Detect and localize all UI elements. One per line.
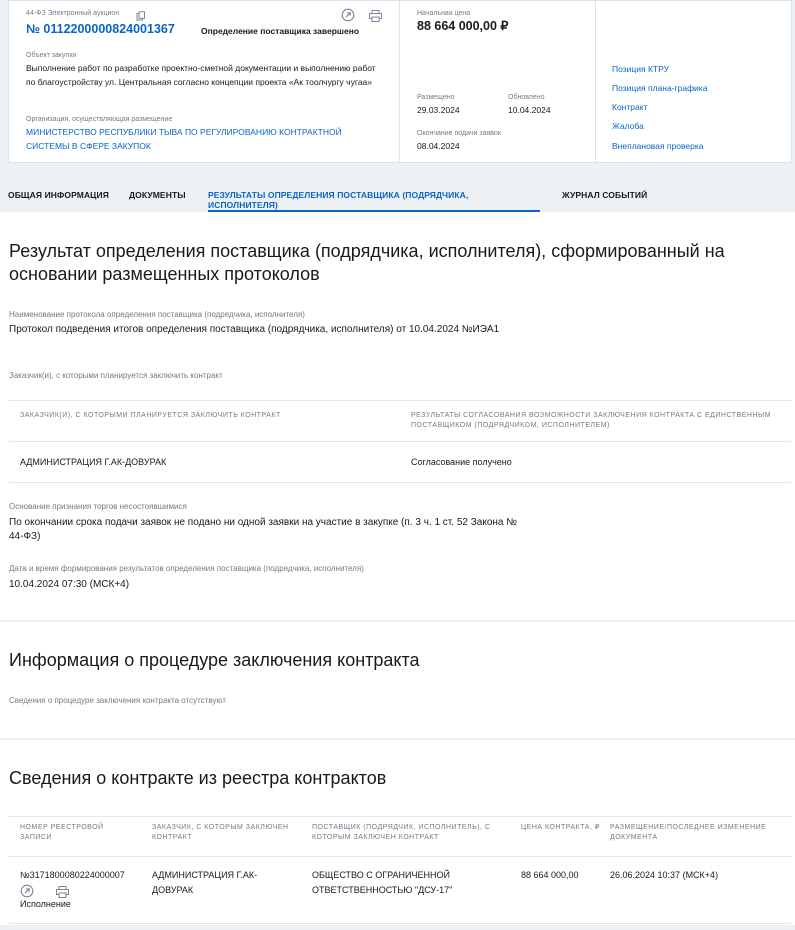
procurement-main-info — [9, 1, 400, 162]
print-icon[interactable] — [369, 9, 382, 21]
registry-cell-price: 88 664 000,00 — [521, 870, 579, 880]
external-link-icon[interactable] — [20, 884, 34, 898]
law-type-label: 44-ФЗ Электронный аукцион — [26, 10, 120, 17]
related-links — [596, 1, 791, 162]
price-label: Начальная цена — [417, 10, 471, 17]
updated-label: Обновлено — [508, 94, 545, 101]
registry-header-customer: ЗАКАЗЧИК, С КОТОРЫМ ЗАКЛЮЧЕН КОНТРАКТ — [152, 824, 289, 841]
protocol-link[interactable]: Протокол подведения итогов определения поставщика (подрядчика, исполнителя) от 10.04.2024 №ИЭА1 — [9, 324, 500, 335]
link-unscheduled-inspection[interactable]: Внеплановая проверка — [612, 141, 704, 151]
result-section — [0, 212, 795, 620]
updated-date: 10.04.2024 — [508, 105, 551, 115]
registry-title: Сведения о контракте из реестра контрактов — [9, 768, 387, 788]
registry-record-status: Исполнение — [20, 899, 71, 909]
object-text: Выполнение работ по разработке проектно-сметной документации и выполнению работ по благоустройству ул. Центральная согласно концепции проекта «Ак тоолчургу чугаа» — [26, 63, 376, 87]
procurement-number[interactable]: № 0112200000824001367 — [26, 22, 175, 36]
tab-event-log[interactable]: ЖУРНАЛ СОБЫТИЙ — [562, 190, 648, 200]
procurement-card — [8, 0, 792, 163]
link-plan-schedule[interactable]: Позиция плана-графика — [612, 83, 708, 93]
tab-documents[interactable]: ДОКУМЕНТЫ — [129, 190, 186, 200]
registry-header-price: ЦЕНА КОНТРАКТА, ₽ — [521, 824, 600, 831]
status-badge: Определение поставщика завершено — [201, 26, 360, 36]
print-icon[interactable] — [56, 885, 69, 897]
registry-cell-customer: АДМИНИСТРАЦИЯ Г.АК-ДОВУРАК — [152, 870, 258, 895]
copy-icon[interactable] — [136, 8, 146, 18]
link-complaint[interactable]: Жалоба — [612, 121, 644, 131]
registry-record-link[interactable]: №3171800080224000007 — [20, 870, 125, 880]
tab-bar — [0, 180, 795, 212]
procurement-price-dates — [400, 1, 596, 162]
tab-general-info[interactable]: ОБЩАЯ ИНФОРМАЦИЯ — [8, 190, 109, 200]
reason-text: По окончании срока подачи заявок не подано ни одной заявки на участие в закупке (п. 3 ч. 1 ст. 52 Закона № 44-ФЗ) — [9, 517, 517, 542]
customers-table-cell-customer: АДМИНИСТРАЦИЯ Г.АК-ДОВУРАК — [20, 457, 167, 467]
registry-header-number: НОМЕР РЕЕСТРОВОЙ ЗАПИСИ — [20, 824, 104, 841]
result-title: Результат определения поставщика (подрядчика, исполнителя), сформированный на основании размещенных протоколов — [9, 241, 725, 284]
reason-label: Основание признания торгов несостоявшимися — [9, 502, 187, 511]
procedure-title: Информация о процедуре заключения контракта — [9, 650, 420, 670]
procedure-section — [0, 622, 795, 738]
org-link[interactable]: МИНИСТЕРСТВО РЕСПУБЛИКИ ТЫВА ПО РЕГУЛИРОВАНИЮ КОНТРАКТНОЙ СИСТЕМЫ В СФЕРЕ ЗАКУПОК — [26, 127, 342, 151]
initial-price: 88 664 000,00 ₽ — [417, 19, 509, 33]
customers-table-header-approval: РЕЗУЛЬТАТЫ СОГЛАСОВАНИЯ ВОЗМОЖНОСТИ ЗАКЛЮЧЕНИЯ КОНТРАКТА С ЕДИНСТВЕННЫМ ПОСТАВЩИКОМ (ПОДРЯДЧИКОМ, ИСПОЛНИТЕЛЕМ) — [411, 412, 772, 429]
customers-table-header-customer: ЗАКАЗЧИК(И), С КОТОРЫМИ ПЛАНИРУЕТСЯ ЗАКЛЮЧИТЬ КОНТРАКТ — [20, 412, 281, 419]
protocol-label: Наименование протокола определения поставщика (подрядчика, исполнителя) — [9, 310, 305, 319]
deadline-date: 08.04.2024 — [417, 141, 460, 151]
result-date-label: Дата и время формирования результатов определения поставщика (подрядчика, исполнителя) — [9, 564, 364, 573]
link-ktru[interactable]: Позиция КТРУ — [612, 64, 669, 74]
object-label: Объект закупки — [26, 52, 77, 59]
registry-cell-supplier: ОБЩЕСТВО С ОГРАНИЧЕННОЙ ОТВЕТСТВЕННОСТЬЮ "ДСУ-17" — [312, 870, 453, 895]
registry-section — [0, 740, 795, 925]
procedure-note: Сведения о процедуре заключения контракта отсутствуют — [9, 696, 226, 705]
deadline-label: Окончание подачи заявок — [417, 130, 501, 137]
customers-table-cell-approval: Согласование получено — [411, 457, 512, 467]
registry-header-date: РАЗМЕЩЕНИЕ/ПОСЛЕДНЕЕ ИЗМЕНЕНИЕ ДОКУМЕНТА — [610, 824, 767, 841]
tab-supplier-results[interactable]: РЕЗУЛЬТАТЫ ОПРЕДЕЛЕНИЯ ПОСТАВЩИКА (ПОДРЯДЧИКА, ИСПОЛНИТЕЛЯ) — [208, 190, 540, 212]
posted-date: 29.03.2024 — [417, 105, 460, 115]
registry-header-supplier: ПОСТАВЩИК (ПОДРЯДЧИК, ИСПОЛНИТЕЛЬ), С КОТОРЫМ ЗАКЛЮЧЕН КОНТРАКТ — [312, 824, 491, 841]
customers-label: Заказчик(и), с которыми планируется заключить контракт — [9, 371, 223, 380]
result-date-text: 10.04.2024 07:30 (МСК+4) — [9, 579, 130, 590]
link-contract[interactable]: Контракт — [612, 102, 648, 112]
external-link-icon[interactable] — [341, 8, 355, 22]
org-label: Организация, осуществляющая размещение — [26, 116, 173, 123]
posted-label: Размещено — [417, 94, 455, 101]
registry-cell-date: 26.06.2024 10:37 (МСК+4) — [610, 870, 719, 880]
